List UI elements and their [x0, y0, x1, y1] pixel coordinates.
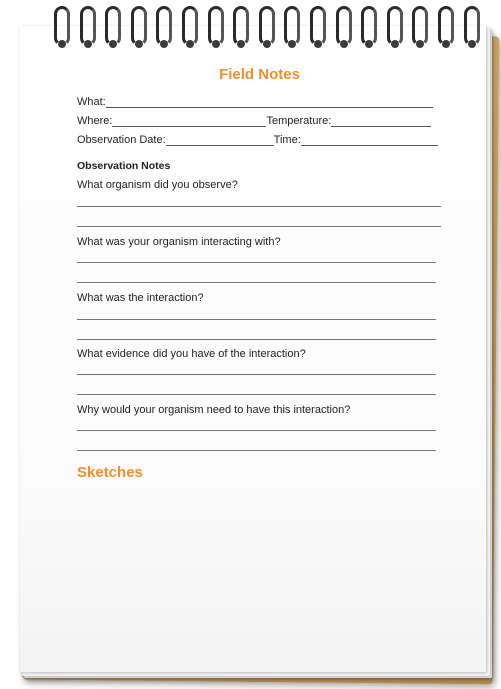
question-4: What evidence did you have of the interaction? [77, 348, 306, 360]
spiral-coil [464, 6, 480, 46]
answer-line[interactable] [77, 206, 441, 207]
spiral-coil [336, 6, 352, 46]
spiral-coil [156, 6, 172, 46]
answer-line[interactable] [77, 339, 436, 340]
spiral-coil [259, 6, 275, 46]
question-2: What was your organism interacting with? [77, 236, 281, 248]
spiral-coil [80, 6, 96, 46]
what-row [77, 96, 433, 108]
temperature-label: Temperature: [266, 115, 332, 127]
spiral-coil [54, 6, 70, 46]
answer-line[interactable] [77, 262, 436, 263]
spiral-binding [0, 0, 501, 60]
spiral-coil [361, 6, 377, 46]
answer-line[interactable] [77, 374, 436, 375]
observation-date-field[interactable] [166, 136, 274, 146]
question-5: Why would your organism need to have this interaction? [77, 404, 351, 416]
answer-line[interactable] [77, 394, 436, 395]
question-1: What organism did you observe? [77, 179, 238, 191]
sketches-heading: Sketches [77, 464, 143, 481]
where-row [77, 115, 431, 127]
question-3: What was the interaction? [77, 292, 204, 304]
spiral-coil [233, 6, 249, 46]
spiral-coil [412, 6, 428, 46]
answer-line[interactable] [77, 226, 441, 227]
answer-line[interactable] [77, 430, 436, 431]
spiral-coil [131, 6, 147, 46]
where-field[interactable] [112, 117, 266, 127]
spiral-coil [284, 6, 300, 46]
answer-line[interactable] [77, 319, 436, 320]
temperature-field[interactable] [331, 117, 431, 127]
spiral-coil [182, 6, 198, 46]
time-field[interactable] [301, 136, 438, 146]
spiral-coil [438, 6, 454, 46]
spiral-coil [310, 6, 326, 46]
what-label: What: [77, 96, 106, 108]
answer-line[interactable] [77, 450, 436, 451]
where-label: Where: [77, 115, 113, 127]
answer-line[interactable] [77, 282, 436, 283]
spiral-coil [105, 6, 121, 46]
spiral-coil [208, 6, 224, 46]
page-title: Field Notes [219, 66, 300, 83]
what-field[interactable] [106, 98, 433, 108]
time-label: Time: [273, 134, 301, 146]
observation-date-label: Observation Date: [77, 134, 166, 146]
observation-notes-heading: Observation Notes [77, 160, 171, 172]
date-time-row [77, 134, 438, 146]
spiral-coil [387, 6, 403, 46]
